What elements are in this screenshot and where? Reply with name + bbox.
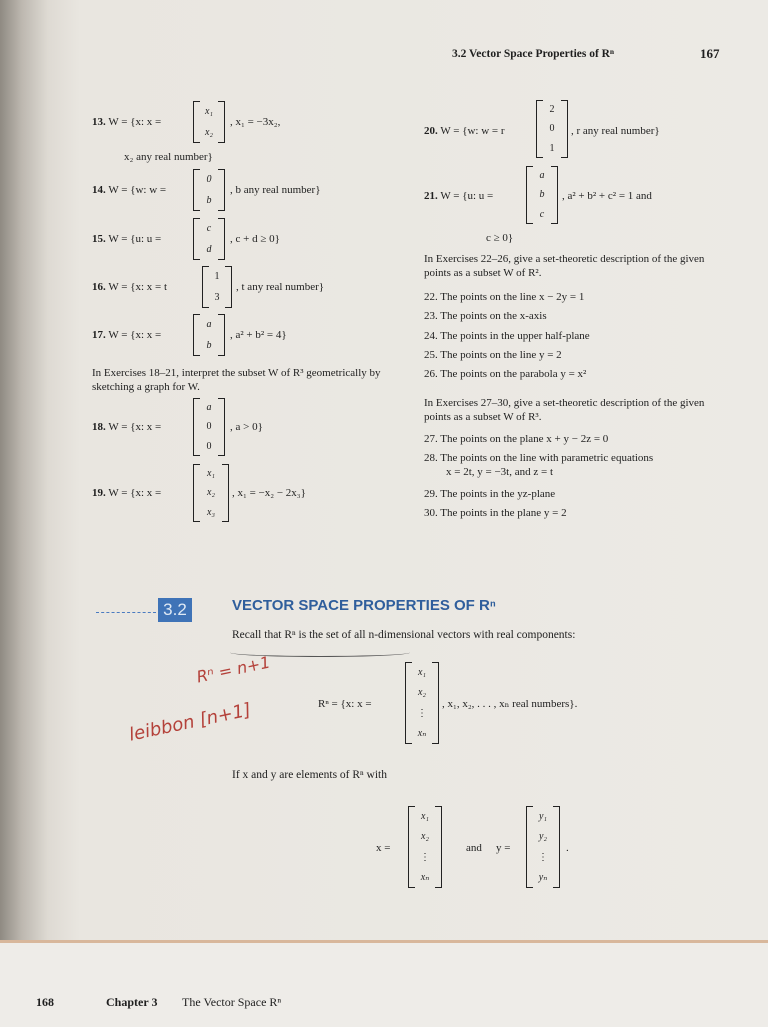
chapter-label: Chapter 3 — [106, 995, 158, 1009]
matrix-20: 2 0 1 — [536, 100, 568, 158]
next-page — [0, 940, 768, 1027]
section-number-badge: 3.2 — [158, 598, 192, 622]
y-vector-label: y = — [496, 842, 511, 854]
period: . — [566, 842, 569, 854]
matrix-14: 0 b — [193, 169, 225, 211]
matrix-17: a b — [193, 314, 225, 356]
matrix-15: c d — [193, 218, 225, 260]
exercise-19-condition: , x₁ = −x₂ − 2x₃} — [232, 487, 306, 499]
exercise-13: 13. W = {x: x = — [92, 116, 162, 128]
section-rule — [96, 612, 156, 613]
exercise-21-continuation: c ≥ 0} — [486, 232, 514, 244]
exercise-15: 15. W = {u: u = — [92, 233, 162, 245]
rn-condition: , x₁, x₂, . . . , xₙ real numbers}. — [442, 698, 578, 710]
exercise-17-condition: , a² + b² = 4} — [230, 329, 287, 341]
exercise-18-condition: , a > 0} — [230, 421, 263, 433]
exercise-17: 17. W = {x: x = — [92, 329, 162, 341]
matrix-16: 1 3 — [202, 266, 232, 308]
exercises-22-26-intro: In Exercises 22–26, give a set-theoretic description of the given points as a subset W of R². — [424, 253, 705, 279]
and-text: and — [466, 842, 482, 854]
page-number-bottom: 168 — [36, 995, 54, 1009]
exercises-27-30-intro: In Exercises 27–30, give a set-theoretic description of the given points as a subset W of R³. — [424, 397, 705, 423]
list-item: 22. The points on the line x − 2y = 1 — [424, 291, 585, 303]
exercise-14-condition: , b any real number} — [230, 184, 321, 196]
page-number-top: 167 — [700, 46, 720, 61]
matrix-rn: x₁ x₂ ⋮ xₙ — [405, 662, 439, 744]
exercise-16: 16. W = {x: x = t — [92, 281, 168, 293]
list-item: x = 2t, y = −3t, and z = t — [446, 466, 553, 478]
exercise-18: 18. W = {x: x = — [92, 421, 162, 433]
exercise-13-continuation: x₂ any real number} — [124, 151, 213, 163]
matrix-19: x₁ x₂ x₃ — [193, 464, 229, 522]
exercise-21: 21. W = {u: u = — [424, 190, 494, 202]
rn-definition: Rⁿ = {x: x = — [318, 698, 372, 710]
exercise-20: 20. W = {w: w = r — [424, 125, 505, 137]
matrix-y: y₁ y₂ ⋮ yₙ — [526, 806, 560, 888]
matrix-13: x₁ x₂ — [193, 101, 225, 143]
list-item: 30. The points in the plane y = 2 — [424, 507, 567, 519]
exercises-18-21-intro: In Exercises 18–21, interpret the subset W of R³ geometrically by sketching a graph for W. — [92, 367, 381, 393]
exercise-13-condition: , x₁ = −3x₂, — [230, 116, 281, 128]
list-item: 27. The points on the plane x + y − 2z = 0 — [424, 433, 609, 445]
exercise-21-condition: , a² + b² + c² = 1 and — [562, 190, 652, 202]
section-recall-text: Recall that Rⁿ is the set of all n-dimensional vectors with real components: — [232, 629, 576, 641]
x-vector-label: x = — [376, 842, 391, 854]
list-item: 28. The points on the line with parametric equations — [424, 452, 654, 464]
exercise-20-condition: , r any real number} — [571, 125, 660, 137]
exercise-15-condition: , c + d ≥ 0} — [230, 233, 280, 245]
section-title: VECTOR SPACE PROPERTIES OF Rⁿ — [232, 597, 496, 614]
list-item: 26. The points on the parabola y = x² — [424, 368, 587, 380]
handwritten-note-1: Rⁿ = n+1 — [194, 652, 272, 687]
chapter-title: The Vector Space Rⁿ — [182, 995, 282, 1009]
matrix-18: a 0 0 — [193, 398, 225, 456]
list-item: 23. The points on the x-axis — [424, 310, 547, 322]
list-item: 29. The points in the yz-plane — [424, 488, 556, 500]
matrix-x: x₁ x₂ ⋮ xₙ — [408, 806, 442, 888]
exercise-19: 19. W = {x: x = — [92, 487, 162, 499]
exercise-14: 14. W = {w: w = — [92, 184, 167, 196]
exercise-16-condition: , t any real number} — [236, 281, 325, 293]
running-header: 3.2 Vector Space Properties of Rⁿ — [452, 48, 614, 60]
list-item: 24. The points in the upper half-plane — [424, 330, 590, 342]
handwritten-note-2: leibbon [n+1] — [127, 699, 253, 746]
if-line: If x and y are elements of Rⁿ with — [232, 769, 387, 781]
matrix-21: a b c — [526, 166, 558, 224]
list-item: 25. The points on the line y = 2 — [424, 349, 562, 361]
